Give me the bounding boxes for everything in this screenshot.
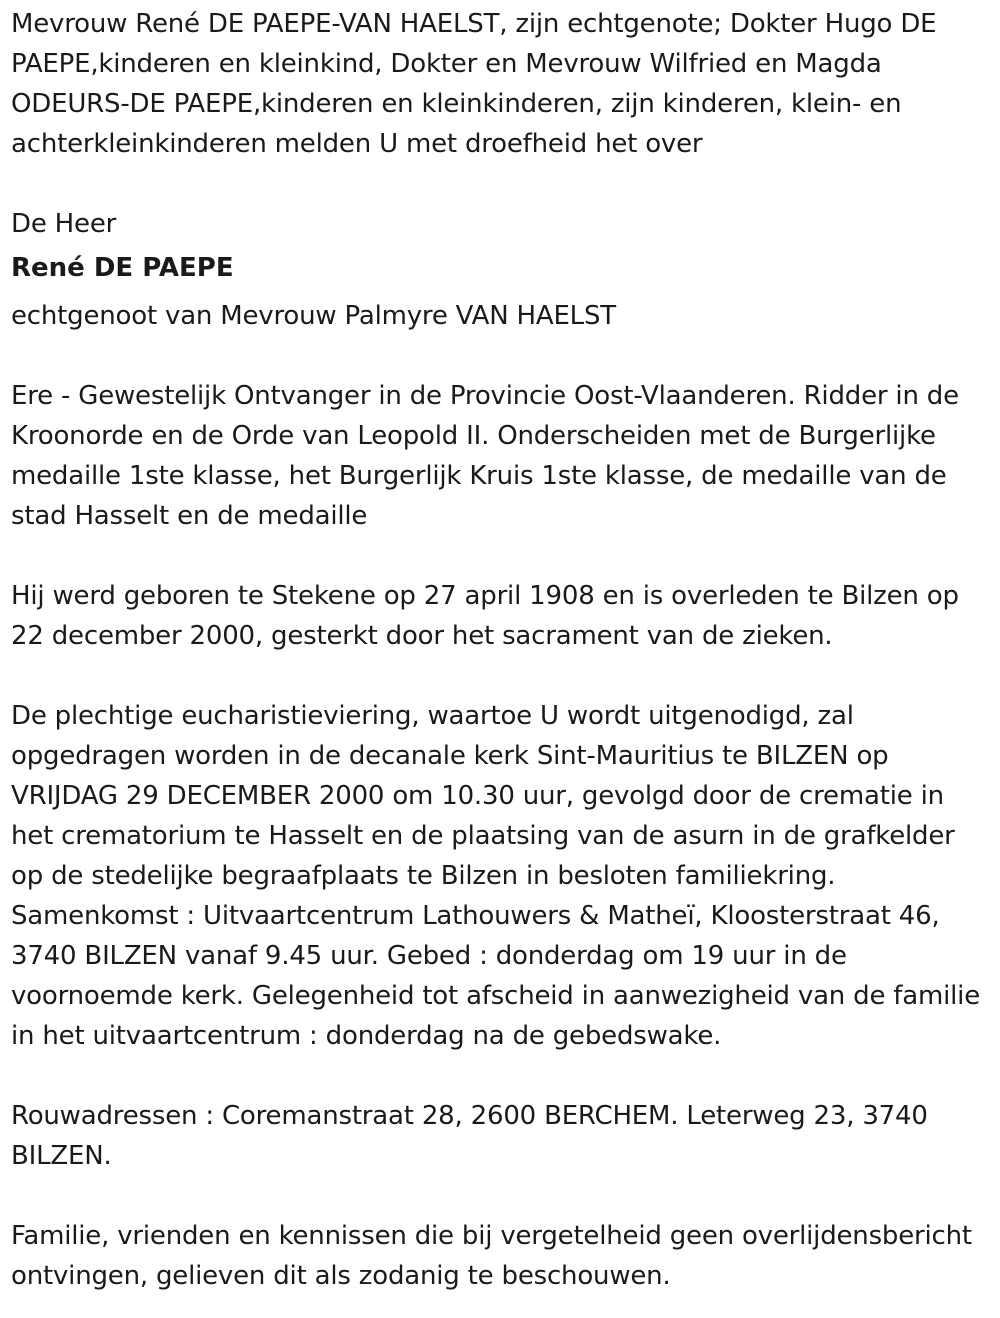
addresses-paragraph: Rouwadressen : Coremanstraat 28, 2600 BERCHEM. Leterweg 23, 3740 BILZEN. xyxy=(11,1101,936,1171)
spouse-line: echtgenoot van Mevrouw Palmyre VAN HAELST xyxy=(11,301,616,331)
salutation: De Heer xyxy=(11,209,117,239)
spacer xyxy=(11,164,991,204)
intro-paragraph: Mevrouw René DE PAEPE-VAN HAELST, zijn echtgenote; Dokter Hugo DE PAEPE,kinderen en kleinkind, Dokter en Mevrouw Wilfried en Magda ODEURS-DE PAEPE,kinderen en kleinkinderen, zijn kinderen, klein- en achterkleinkinderen melden U met droefheid het over xyxy=(11,9,945,159)
deceased-name: René DE PAEPE xyxy=(11,253,234,283)
birth-death-paragraph: Hij werd geboren te Stekene op 27 april 1908 en is overleden te Bilzen op 22 december 2000, gesterkt door het sacrament van de zieken. xyxy=(11,581,967,651)
spacer xyxy=(11,336,991,376)
obituary-document xyxy=(11,4,991,1296)
closing-paragraph: Familie, vrienden en kennissen die bij vergetelheid geen overlijdensbericht ontvingen, gelieven dit als zodanig te beschouwen. xyxy=(11,1221,980,1291)
ceremony-paragraph: De plechtige eucharistieviering, waartoe U wordt uitgenodigd, zal opgedragen worden in de decanale kerk Sint-Mauritius te BILZEN op VRIJDAG 29 DECEMBER 2000 om 10.30 uur, gevolgd door de crematie in het crematorium te Hasselt en de plaatsing van de asurn in de grafkelder op de stedelijke begraafplaats te Bilzen in besloten familiekring. Samenkomst : Uitvaartcentrum Lathouwers & Matheï, Kloosterstraat 46, 3740 BILZEN vanaf 9.45 uur. Gebed : donderdag om 19 uur in de voornoemde kerk. Gelegenheid tot afscheid in aanwezigheid van de familie in het uitvaartcentrum : donderdag na de gebedswake. xyxy=(11,701,989,1051)
spacer xyxy=(11,536,991,576)
spacer xyxy=(11,1176,991,1216)
spacer xyxy=(11,656,991,696)
spacer xyxy=(11,1056,991,1096)
titles-paragraph: Ere - Gewestelijk Ontvanger in de Provincie Oost-Vlaanderen. Ridder in de Kroonorde en de Orde van Leopold II. Onderscheiden met de Burgerlijke medaille 1ste klasse, het Burgerlijk Kruis 1ste klasse, de medaille van de stad Hasselt en de medaille xyxy=(11,381,967,531)
